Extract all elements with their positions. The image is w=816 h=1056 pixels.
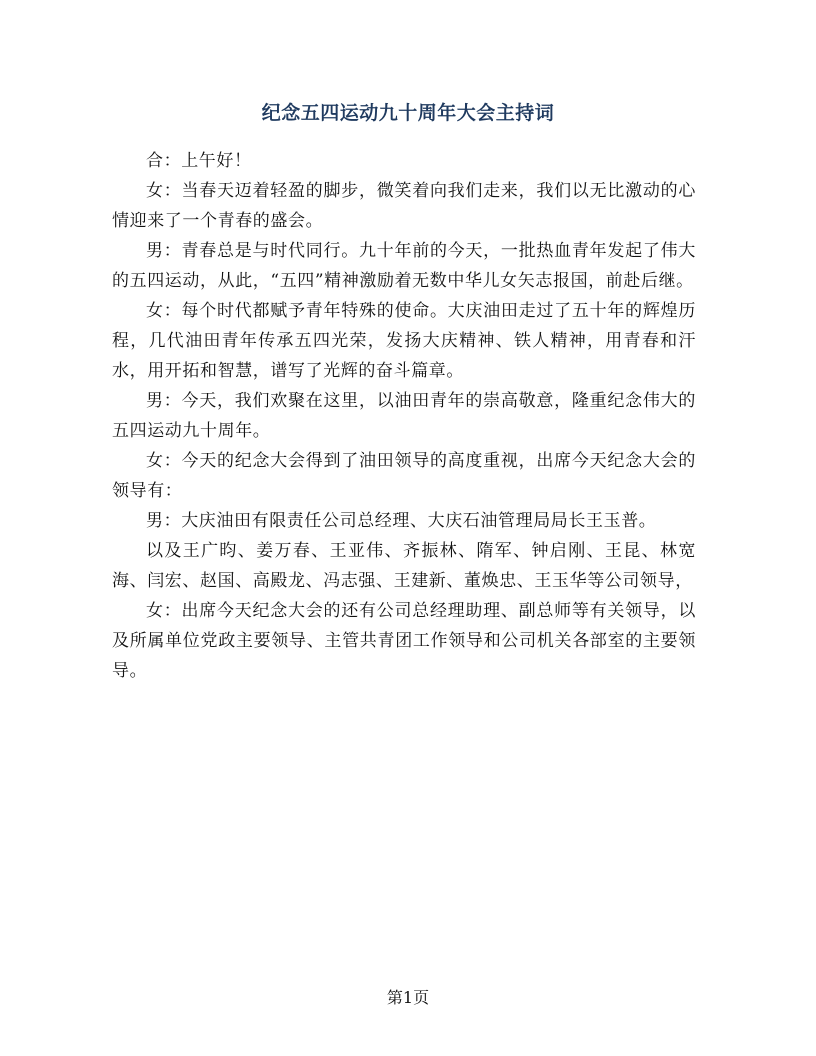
paragraph-greeting: 合：上午好！	[146, 151, 252, 171]
paragraph-general-manager: 男：大庆油田有限责任公司总经理、大庆石油管理局局长王玉普。	[146, 511, 657, 531]
paragraph-mission: 女：每个时代都赋予青年特殊的使命。大庆油田走过了五十年的辉煌历程，几代油田青年传承五四光荣，发扬大庆精神、铁人精神，用青春和汗水，用开拓和智慧，谱写了光辉的奋斗篇章。	[112, 301, 696, 381]
paragraph-other-attendees: 女：出席今天纪念大会的还有公司总经理助理、副总师等有关领导，以及所属单位党政主要领导、主管共青团工作领导和公司机关各部室的主要领导。	[112, 601, 696, 681]
document-title: 纪念五四运动九十周年大会主持词	[261, 102, 555, 124]
paragraph-opening: 女：当春天迈着轻盈的脚步，微笑着向我们走来，我们以无比激动的心情迎来了一个青春的盛会。	[112, 181, 696, 231]
paragraph-leaders-list: 以及王广昀、姜万春、王亚伟、齐振林、隋军、钟启刚、王昆、林宽海、闫宏、赵国、高殿龙、冯志强、王建新、董焕忠、王玉华等公司领导，	[112, 541, 696, 591]
page-number: 第1页	[386, 988, 430, 1007]
paragraph-leaders-intro: 女：今天的纪念大会得到了油田领导的高度重视，出席今天纪念大会的领导有：	[112, 451, 696, 501]
paragraph-commemoration: 男：今天，我们欢聚在这里，以油田青年的崇高敬意，隆重纪念伟大的五四运动九十周年。	[112, 391, 696, 441]
paragraph-youth-history: 男：青春总是与时代同行。九十年前的今天，一批热血青年发起了伟大的五四运动，从此，“五四”精神激励着无数中华儿女矢志报国，前赴后继。	[112, 241, 696, 291]
document-body	[112, 146, 696, 686]
